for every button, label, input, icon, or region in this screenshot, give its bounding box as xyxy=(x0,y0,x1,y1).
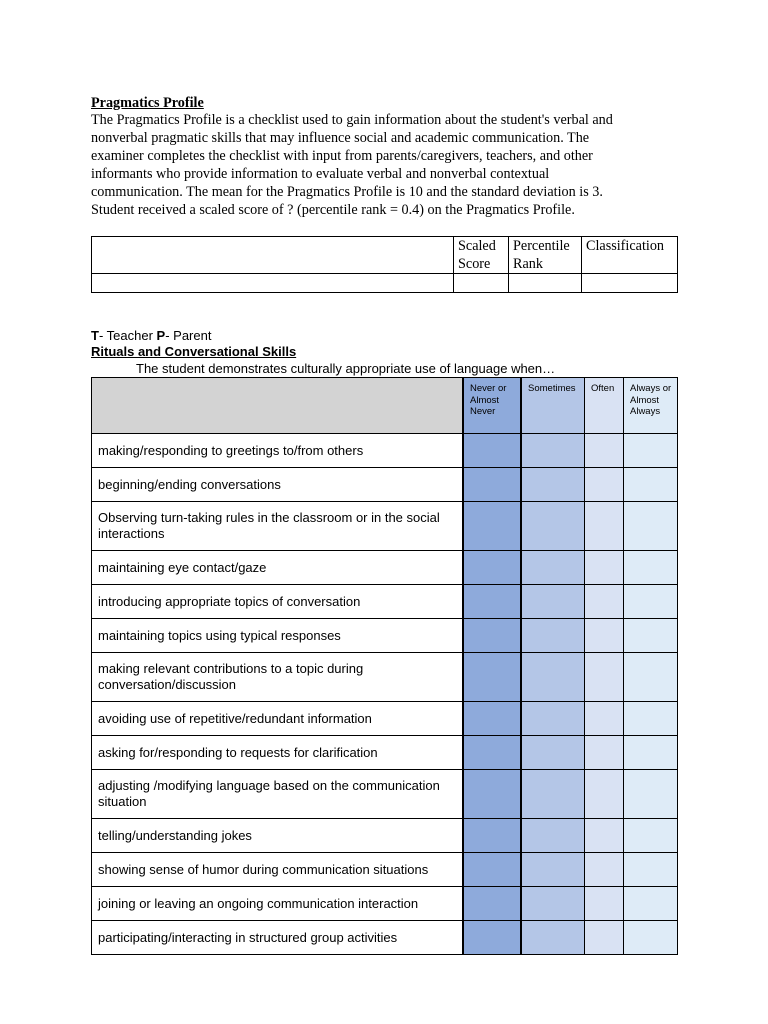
rating-cell-often[interactable] xyxy=(585,887,624,921)
intro-line: The Pragmatics Profile is a checklist used to gain information about the student's verbal and xyxy=(91,112,613,128)
rating-cell-never[interactable] xyxy=(463,585,521,619)
rating-cell-always[interactable] xyxy=(624,653,678,702)
skill-label: beginning/ending conversations xyxy=(92,468,464,502)
rating-cell-sometimes[interactable] xyxy=(521,921,585,955)
skill-label: adjusting /modifying language based on the communication situation xyxy=(92,770,464,819)
rating-cell-always[interactable] xyxy=(624,502,678,551)
skill-label: showing sense of humor during communication situations xyxy=(92,853,464,887)
percentile-rank-value[interactable] xyxy=(509,274,582,293)
rating-cell-sometimes[interactable] xyxy=(521,702,585,736)
skill-label: making relevant contributions to a topic during conversation/discussion xyxy=(92,653,464,702)
intro-paragraph xyxy=(91,111,691,219)
rating-cell-often[interactable] xyxy=(585,702,624,736)
rating-cell-often[interactable] xyxy=(585,585,624,619)
rating-cell-always[interactable] xyxy=(624,585,678,619)
rating-cell-never[interactable] xyxy=(463,551,521,585)
skill-row xyxy=(92,502,678,551)
teacher-key: T xyxy=(91,328,99,343)
skill-label: telling/understanding jokes xyxy=(92,819,464,853)
percentile-rank-header: Percentile Rank xyxy=(509,237,582,274)
skill-row xyxy=(92,921,678,955)
rating-cell-often[interactable] xyxy=(585,770,624,819)
skill-row xyxy=(92,702,678,736)
rating-cell-sometimes[interactable] xyxy=(521,434,585,468)
rating-cell-always[interactable] xyxy=(624,921,678,955)
teacher-text: - Teacher xyxy=(98,328,157,343)
rating-cell-never[interactable] xyxy=(463,887,521,921)
rating-cell-sometimes[interactable] xyxy=(521,585,585,619)
skills-checklist-table xyxy=(91,377,678,955)
rating-cell-sometimes[interactable] xyxy=(521,770,585,819)
scaled-score-value[interactable] xyxy=(454,274,509,293)
rating-cell-always[interactable] xyxy=(624,434,678,468)
score-label-cell xyxy=(92,237,454,274)
rating-cell-sometimes[interactable] xyxy=(521,619,585,653)
rating-cell-always[interactable] xyxy=(624,770,678,819)
rating-cell-often[interactable] xyxy=(585,819,624,853)
rating-cell-sometimes[interactable] xyxy=(521,468,585,502)
skill-label: making/responding to greetings to/from others xyxy=(92,434,464,468)
score-table xyxy=(91,236,678,293)
parent-key: P xyxy=(156,328,166,343)
rating-cell-never[interactable] xyxy=(463,921,521,955)
rating-header-never: Never or Almost Never xyxy=(463,378,521,434)
rating-cell-never[interactable] xyxy=(463,502,521,551)
rating-cell-always[interactable] xyxy=(624,736,678,770)
skill-label: Observing turn-taking rules in the classroom or in the social interactions xyxy=(92,502,464,551)
rating-cell-sometimes[interactable] xyxy=(521,653,585,702)
rating-cell-always[interactable] xyxy=(624,702,678,736)
rating-cell-sometimes[interactable] xyxy=(521,736,585,770)
rating-cell-never[interactable] xyxy=(463,702,521,736)
rating-header-sometimes: Sometimes xyxy=(521,378,585,434)
rating-cell-often[interactable] xyxy=(585,551,624,585)
rating-cell-always[interactable] xyxy=(624,551,678,585)
scaled-score-header: Scaled Score xyxy=(454,237,509,274)
rating-cell-often[interactable] xyxy=(585,921,624,955)
rating-cell-often[interactable] xyxy=(585,619,624,653)
rating-cell-often[interactable] xyxy=(585,434,624,468)
rating-header-row xyxy=(92,378,678,434)
rating-cell-sometimes[interactable] xyxy=(521,853,585,887)
page-heading: Pragmatics Profile xyxy=(91,95,204,111)
rating-cell-always[interactable] xyxy=(624,853,678,887)
rating-cell-never[interactable] xyxy=(463,736,521,770)
skill-row xyxy=(92,819,678,853)
rating-cell-always[interactable] xyxy=(624,819,678,853)
intro-line: informants who provide information to evaluate verbal and nonverbal contextual xyxy=(91,166,550,182)
rating-cell-often[interactable] xyxy=(585,736,624,770)
skill-label: asking for/responding to requests for clarification xyxy=(92,736,464,770)
rating-cell-sometimes[interactable] xyxy=(521,551,585,585)
rating-cell-never[interactable] xyxy=(463,653,521,702)
skill-label: joining or leaving an ongoing communication interaction xyxy=(92,887,464,921)
intro-line: examiner completes the checklist with input from parents/caregivers, teachers, and other xyxy=(91,148,593,164)
section-prompt: The student demonstrates culturally appropriate use of language when… xyxy=(136,361,556,376)
intro-line: Student received a scaled score of ? (percentile rank = 0.4) on the Pragmatics Profile. xyxy=(91,202,575,218)
rating-cell-never[interactable] xyxy=(463,853,521,887)
intro-line: nonverbal pragmatic skills that may influence social and academic communication. The xyxy=(91,130,590,146)
score-table-header-row xyxy=(92,237,678,274)
rating-cell-never[interactable] xyxy=(463,434,521,468)
skill-label: introducing appropriate topics of conversation xyxy=(92,585,464,619)
skill-row xyxy=(92,770,678,819)
skill-row xyxy=(92,619,678,653)
skill-row xyxy=(92,853,678,887)
score-value-cell[interactable] xyxy=(92,274,454,293)
score-table-value-row xyxy=(92,274,678,293)
skill-row xyxy=(92,468,678,502)
skill-row xyxy=(92,653,678,702)
rating-header-always: Always or Almost Always xyxy=(624,378,678,434)
rating-cell-always[interactable] xyxy=(624,887,678,921)
skill-row xyxy=(92,551,678,585)
rating-header-often: Often xyxy=(585,378,624,434)
skill-header-blank xyxy=(92,378,464,434)
respondent-legend xyxy=(91,328,211,344)
rating-cell-often[interactable] xyxy=(585,653,624,702)
classification-value[interactable] xyxy=(582,274,678,293)
section-title: Rituals and Conversational Skills xyxy=(91,344,297,359)
rating-cell-sometimes[interactable] xyxy=(521,887,585,921)
skill-row xyxy=(92,434,678,468)
skill-label: maintaining topics using typical responses xyxy=(92,619,464,653)
rating-cell-often[interactable] xyxy=(585,853,624,887)
skill-label: maintaining eye contact/gaze xyxy=(92,551,464,585)
rating-cell-never[interactable] xyxy=(463,619,521,653)
rating-cell-often[interactable] xyxy=(585,502,624,551)
rating-cell-sometimes[interactable] xyxy=(521,502,585,551)
rating-cell-never[interactable] xyxy=(463,819,521,853)
skill-row xyxy=(92,585,678,619)
rating-cell-never[interactable] xyxy=(463,770,521,819)
skill-label: participating/interacting in structured group activities xyxy=(92,921,464,955)
skill-label: avoiding use of repetitive/redundant information xyxy=(92,702,464,736)
skill-row xyxy=(92,887,678,921)
rating-cell-always[interactable] xyxy=(624,468,678,502)
rating-cell-always[interactable] xyxy=(624,619,678,653)
classification-header: Classification xyxy=(582,237,678,274)
rating-cell-sometimes[interactable] xyxy=(521,819,585,853)
intro-line: communication. The mean for the Pragmatics Profile is 10 and the standard deviation is 3. xyxy=(91,184,603,200)
skill-row xyxy=(92,736,678,770)
rating-cell-never[interactable] xyxy=(463,468,521,502)
rating-cell-often[interactable] xyxy=(585,468,624,502)
parent-text: - Parent xyxy=(165,328,212,343)
